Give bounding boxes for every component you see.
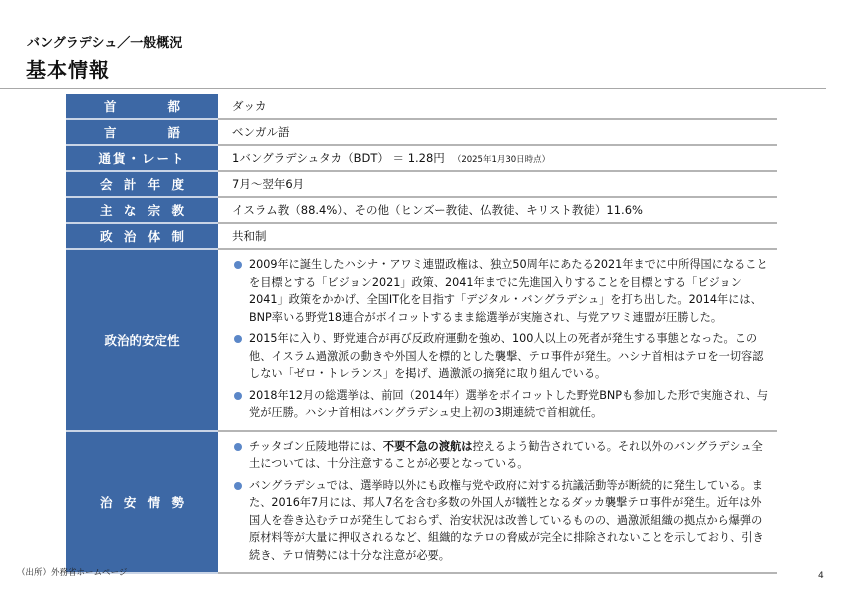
row-label-political-stability: 政治的安定性: [66, 249, 218, 431]
basic-info-table: [66, 94, 777, 574]
source-note: （出所）外務省ホームページ: [17, 568, 128, 578]
row-value-fiscal-year: 7月～翌年6月: [218, 171, 777, 197]
row-value-political-system: 共和制: [218, 223, 777, 249]
header-divider: [0, 88, 826, 89]
table-row-currency: [66, 145, 777, 171]
label-char: 治: [100, 494, 113, 510]
table-row-political-stability: [66, 249, 777, 431]
label-char: 会: [100, 177, 113, 192]
list-item: 2018年12月の総選挙は、前回（2014年）選挙をボイコットした野党BNPも参加した形で実施され、与党が圧勝。ハシナ首相はバングラデシュ史上初の3期連続で首相就任。: [232, 387, 769, 422]
row-value-capital: ダッカ: [218, 94, 777, 119]
label-char: 語: [167, 125, 180, 140]
label-char: 安: [123, 494, 137, 510]
table-row-security: [66, 431, 777, 574]
row-label-language: [66, 119, 218, 145]
label-char: 首: [104, 99, 117, 114]
security-bullet-list: [232, 432, 777, 573]
list-item: 2009年に誕生したハシナ・アワミ連盟政権は、独立50周年にあたる2021年までに中所得国になることを目標とする「ビジョン2021」政策、2041年までに先進国入りすることを目標とする「ビジョン2041」政策をかかげ、全国IT化を目指す「デジタル・バングラデシュ」を打ち出した。2014年には、BNP率いる野党18連合がボイコットするまま総選挙が実施され、与党アワミ連盟が圧勝した。: [232, 256, 769, 326]
row-label-political-system: [66, 223, 218, 249]
section-subtitle: バングラデシュ／一般概況: [27, 36, 183, 51]
list-item: [232, 438, 769, 473]
rate-date-note: （2025年1月30日時点）: [452, 155, 551, 165]
table-row-capital: [66, 94, 777, 119]
label-char: 教: [171, 203, 184, 218]
label-char: 治: [123, 229, 137, 244]
label-char: 政: [100, 229, 113, 244]
label-char: 度: [171, 177, 184, 192]
list-item: バングラデシュでは、選挙時以外にも政権与党や政府に対する抗議活動等が断続的に発生している。また、2016年7月には、邦人7名を含む多数の外国人が犠牲となるダッカ襲撃テロ事件が発生。近年は外国人を巻き込むテロが発生しておらず、治安状況は改善しているものの、過激派組織の拠点から爆弾の原材料等が大量に押収されるなど、組織的なテロの脅威が完全に排除されないことを示しており、引き続き、テロ情勢には十分な注意が必要。: [232, 477, 769, 565]
page-title: 基本情報: [26, 58, 110, 82]
row-label-fiscal-year: [66, 171, 218, 197]
list-item: 2015年に入り、野党連合が再び反政府運動を強め、100人以上の死者が発生する事態となった。この他、イスラム過激派の動きや外国人を標的とした襲撃、テロ事件が発生。ハシナ首相はテロを一切容認しない「ゼロ・トレランス」を掲げ、過激派の摘発に取り組んでいる。: [232, 330, 769, 383]
row-label-religion: [66, 197, 218, 223]
label-char: な: [123, 203, 137, 218]
label-char: 宗: [147, 203, 161, 218]
row-label-currency: 通貨・レート: [66, 145, 218, 171]
table-row-language: [66, 119, 777, 145]
label-char: 制: [171, 229, 184, 244]
currency-rate: 1バングラデシュタカ（BDT） ＝ 1.28円: [232, 151, 445, 165]
label-char: 主: [100, 203, 113, 218]
table-row-religion: [66, 197, 777, 223]
label-char: 計: [123, 177, 137, 192]
row-value-security: [218, 431, 777, 574]
row-value-political-stability: [218, 249, 777, 431]
row-label-security: [66, 431, 218, 574]
row-value-religion: イスラム教（88.4%）、その他（ヒンズー教徒、仏教徒、キリスト教徒）11.6%: [218, 197, 777, 223]
label-char: 体: [147, 229, 161, 244]
travel-warning-emphasis: 不要不急の渡航は: [382, 439, 473, 453]
row-value-currency: [218, 145, 777, 171]
stability-bullet-list: [232, 250, 777, 430]
row-value-language: ベンガル語: [218, 119, 777, 145]
bullet-text: 控えるよう勧告されている。それ以外のバングラデシュ全土については、十分注意することが必要となっている。: [249, 439, 763, 470]
table-row-political-system: [66, 223, 777, 249]
label-char: 都: [167, 99, 180, 114]
table-row-fiscal-year: [66, 171, 777, 197]
label-char: 情: [147, 494, 161, 510]
row-label-capital: [66, 94, 218, 119]
bullet-text: チッタゴン丘陵地帯には、: [249, 439, 383, 453]
label-char: 勢: [171, 494, 184, 510]
label-char: 年: [147, 177, 161, 192]
page-number: 4: [818, 571, 824, 581]
label-char: 言: [104, 125, 117, 140]
